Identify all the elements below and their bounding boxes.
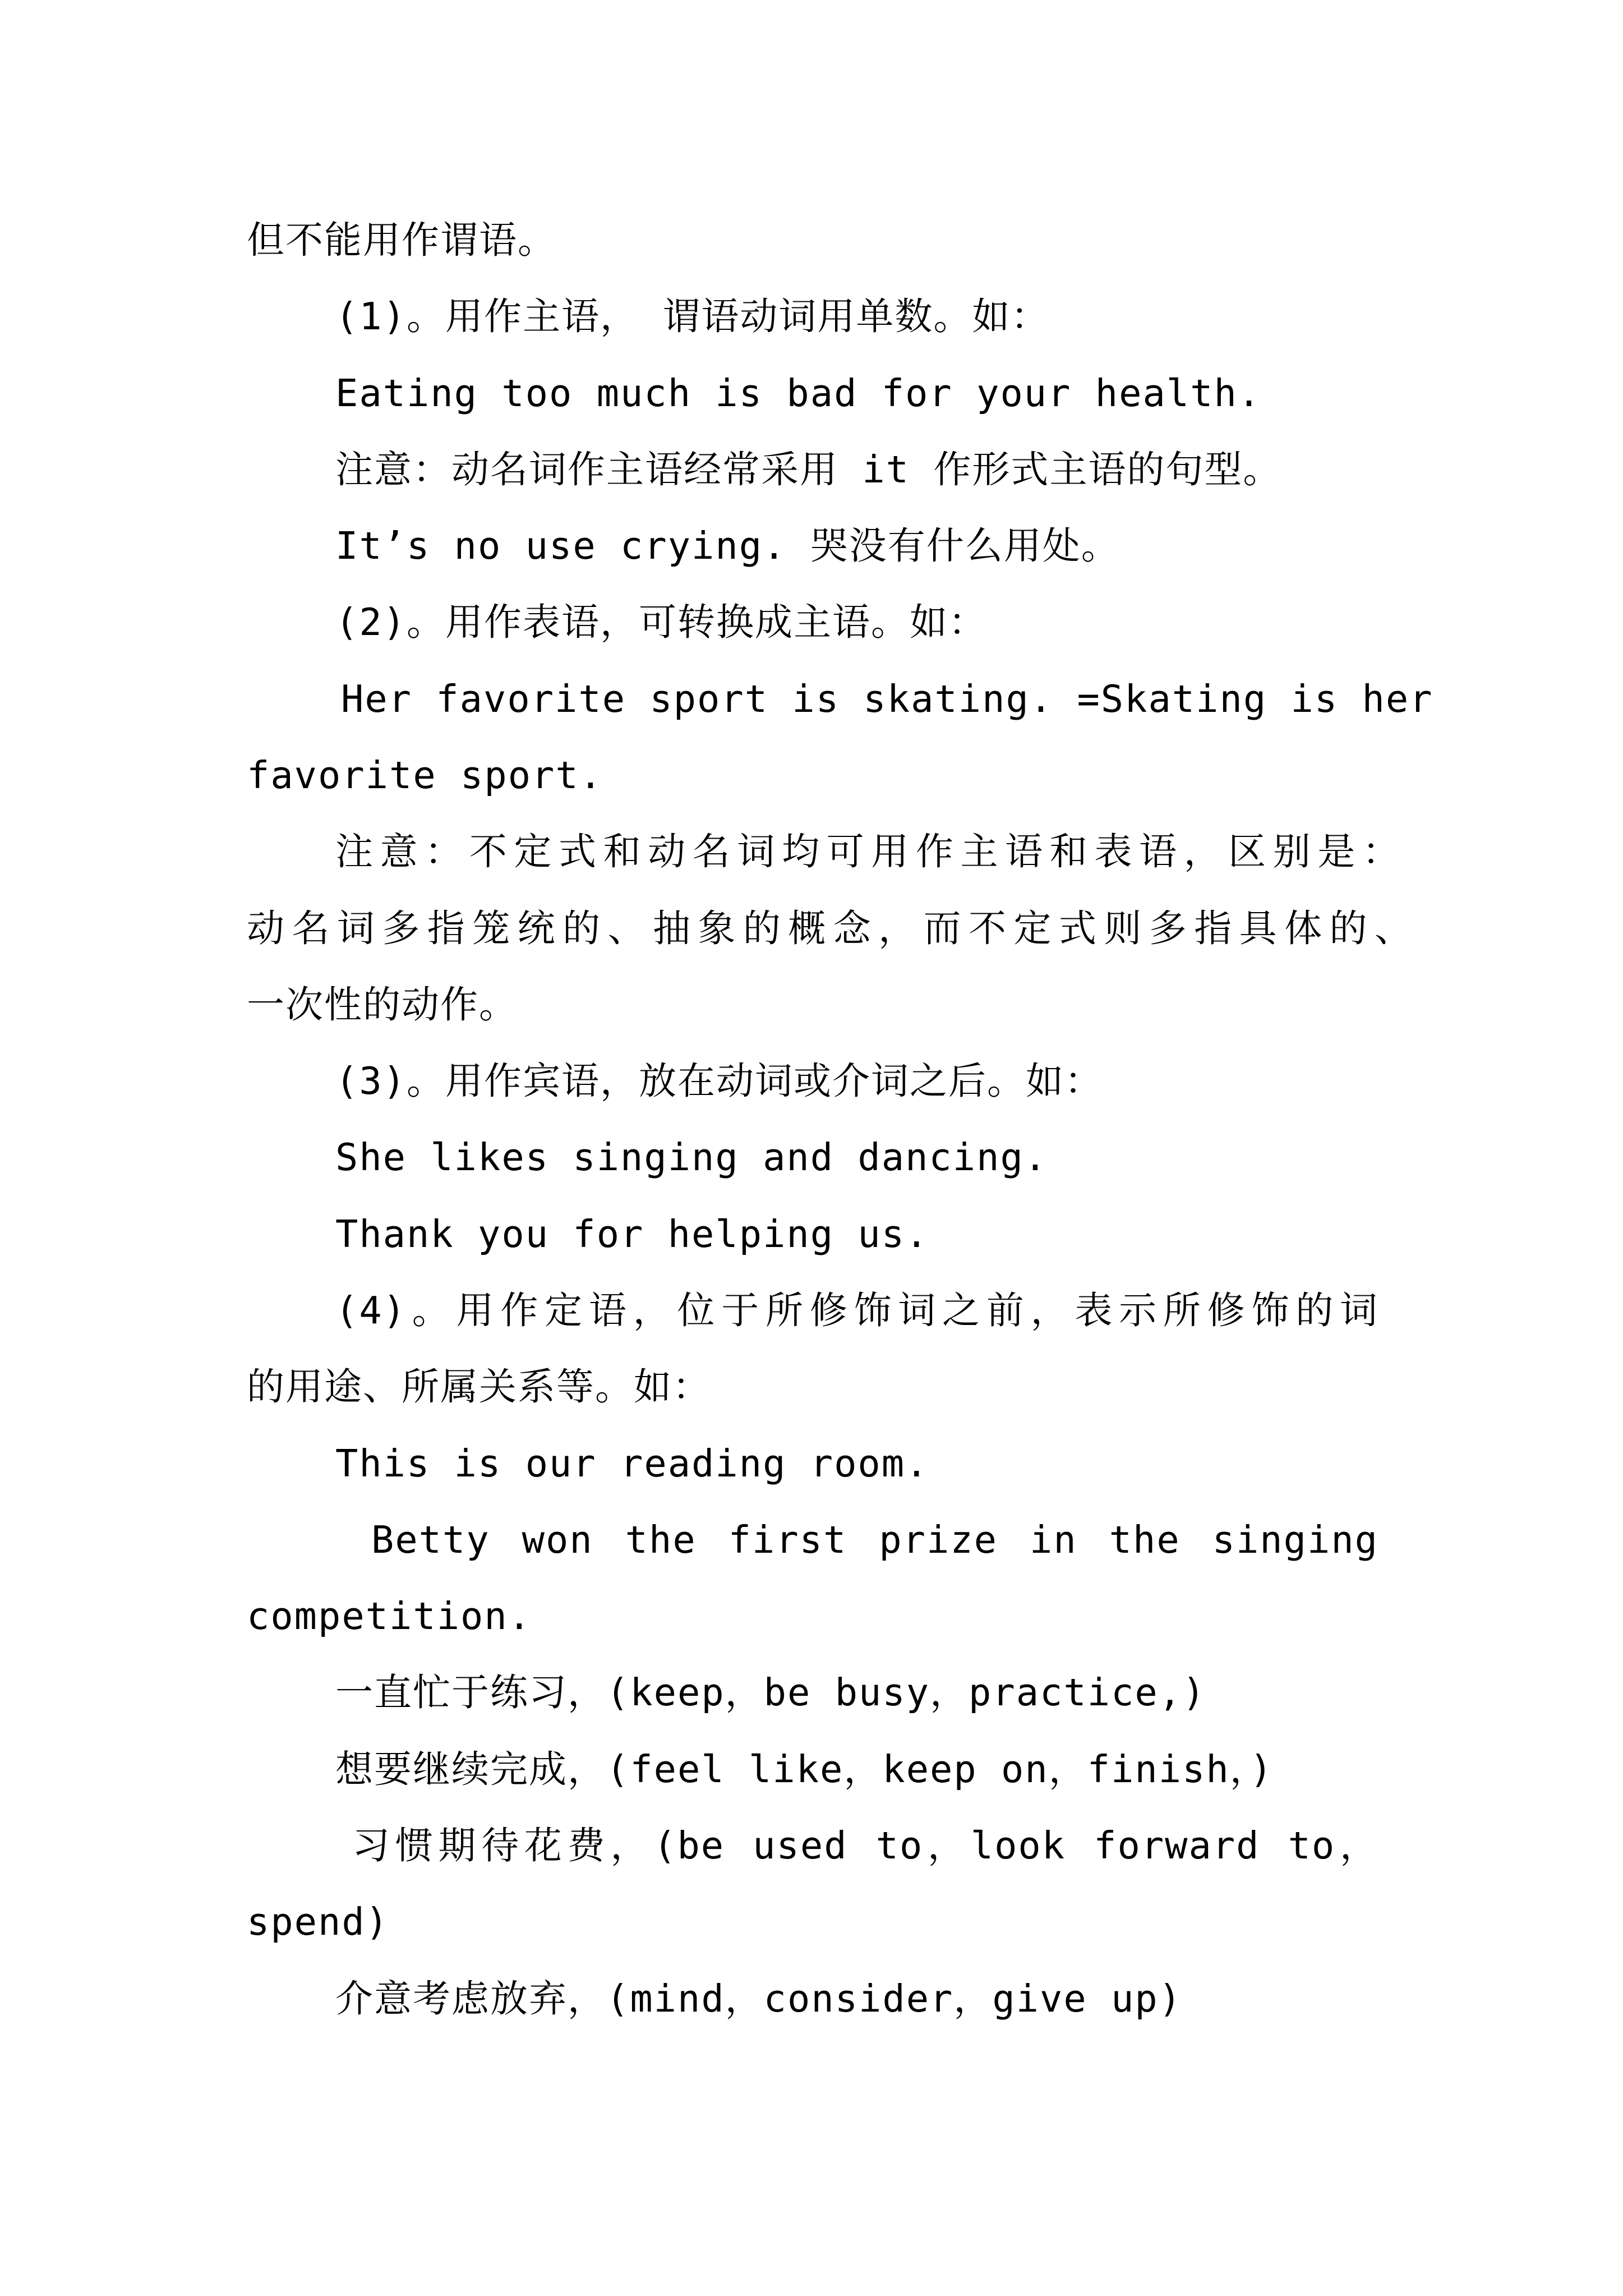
text-line: favorite sport. — [247, 753, 603, 797]
text-line: spend) — [247, 1900, 390, 1944]
text-line: 但不能用作谓语。 — [247, 218, 556, 262]
text-line: 注意：动名词作主语经常采用 it 作形式主语的句型。 — [335, 448, 1282, 491]
text-line: 的用途、所属关系等。如： — [247, 1365, 711, 1409]
text-line: This is our reading room. — [335, 1442, 929, 1485]
text-line: She likes singing and dancing. — [335, 1135, 1048, 1179]
text-line: Eating too much is bad for your health. — [335, 371, 1262, 415]
text-line: (3)。用作宾语，放在动词或介词之后。如： — [335, 1059, 1104, 1103]
text-line: 一次性的动作。 — [247, 983, 518, 1027]
text-line: 习惯期待花费，(be used to，look forward to， — [352, 1824, 1378, 1867]
text-line: Betty won the first prize in the singing — [371, 1518, 1378, 1562]
text-line: Her favorite sport is skating. =Skating is her — [341, 677, 1433, 721]
text-line: (1)。用作主语， 谓语动词用单数。如： — [335, 295, 1050, 338]
text-line: It’s no use crying. 哭没有什么用处。 — [335, 524, 1120, 568]
text-line: 想要继续完成，(feel like，keep on，finish，) — [335, 1747, 1274, 1791]
text-line: (2)。用作表语，可转换成主语。如： — [335, 600, 988, 644]
text-line: Thank you for helping us. — [335, 1212, 929, 1256]
text-line: 介意考虑放弃，(mind，consider，give up) — [335, 1977, 1183, 2021]
text-line: (4)。用作定语，位于所修饰词之前，表示所修饰的词 — [335, 1289, 1378, 1332]
text-line: 一直忙于练习，(keep，be busy，practice,) — [335, 1671, 1206, 1714]
text-line: 动名词多指笼统的、抽象的概念，而不定式则多指具体的、 — [247, 907, 1413, 950]
text-line: competition. — [247, 1594, 532, 1638]
text-line: 注意：不定式和动名词均可用作主语和表语，区别是： — [335, 830, 1401, 873]
